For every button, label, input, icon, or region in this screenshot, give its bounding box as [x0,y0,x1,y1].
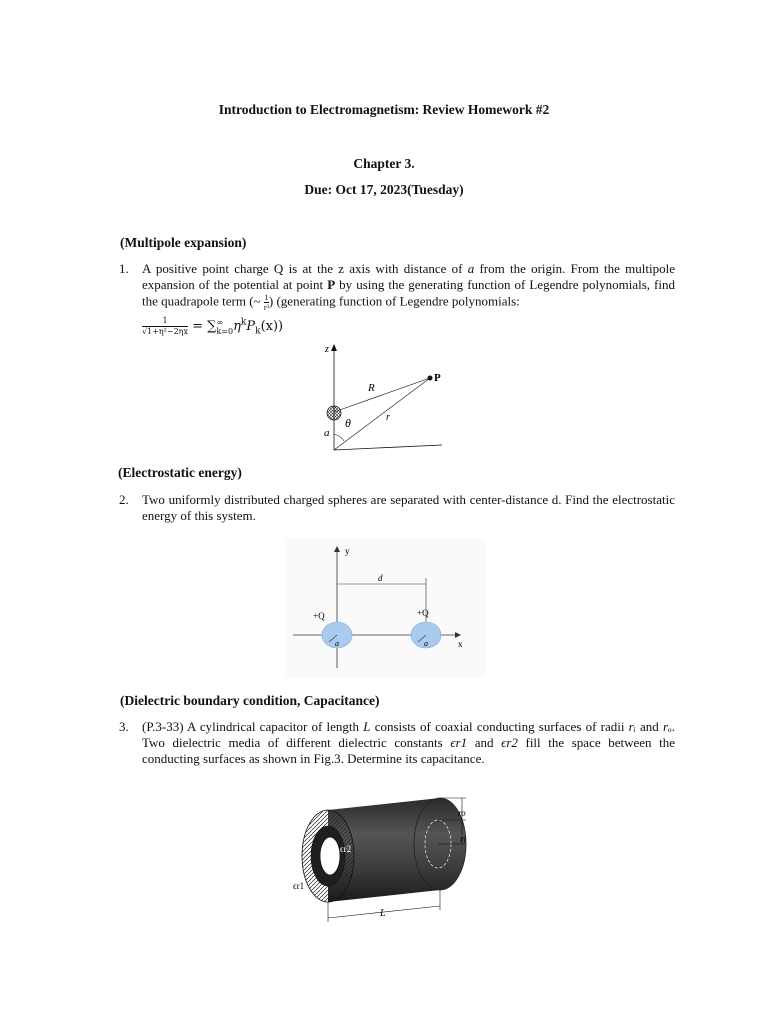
fig2-charge-1: +Q [313,611,325,621]
fig2-radius-label-1: a [335,639,339,648]
fig3-er2-label: ϵr2 [340,844,352,854]
problem-number-1: 1. [119,261,129,276]
fig3-L-label: L [380,908,386,919]
point-charge-icon [327,406,341,420]
generating-function-formula: $\frac{1}{\text{√1+η²−2ηx}}$ = ∑ ∞ k=0 $\eta^kP_k(x)$) [142,316,284,337]
section-heading-multipole: (Multipole expansion) [120,235,247,250]
r-line [334,378,430,450]
fig3-ri-label: ri [460,834,467,844]
fig2-x-label: x [458,639,463,649]
R-line [334,378,430,412]
chapter-label: Chapter 3. [353,156,415,171]
fig2-background [285,538,485,678]
fig2-y-label: y [345,546,350,556]
fig2-radius-label-2: a [424,639,428,648]
fig1-z-label: z [325,344,329,355]
fig1-theta-label: θ [345,416,351,430]
section-heading-electrostatic: (Electrostatic energy) [118,465,242,480]
inner-conductor-hole [320,837,340,875]
fig1-P-label: P [434,372,441,384]
fig1-r-label: r [386,412,390,423]
fig2-d-label: d [378,573,383,583]
problem-3-text: (P.3-33) A cylindrical capacitor of length L consists of coaxial conducting surfaces of radii rᵢ and rₒ. Two dielectric media of different dielectric constants ϵr1 and ϵr2 fill the space between the conducting surfaces as shown in Fig.3. Determine its capacitance. [142,719,675,766]
fig3-ro-label: ro [458,808,466,818]
theta-arc [334,434,344,441]
fig3-er1-label: ϵr1 [293,881,305,891]
problem-number-3: 3. [119,719,129,734]
due-date: Due: Oct 17, 2023(Tuesday) [304,182,464,197]
problem-number-2: 2. [119,492,129,507]
point-P-dot [428,376,433,381]
problem-1-text: A positive point charge Q is at the z axis with distance of a from the origin. From the multipole expansion of the potential at point P by using the generating function of Legendre polynomials, find the quadrapole term (~ $\frac{1}{\text{r³}}$ ) (generating function of Legendre polynomials: [142,261,676,312]
fig1-a-label: a [324,427,330,439]
figure-cylindrical-capacitor [288,790,483,930]
section-heading-dielectric: (Dielectric boundary condition, Capacitance) [120,693,380,708]
fig2-charge-2: +Q [417,608,429,618]
document-title: Introduction to Electromagnetism: Review Homework #2 [218,102,550,117]
problem-2-text: Two uniformly distributed charged spheres are separated with center-distance d. Find the electrostatic energy of this system. [142,492,675,523]
figure-two-spheres [285,538,485,678]
z-axis-arrow [331,344,337,351]
figure-point-charge [310,340,450,455]
fig1-R-label: R [368,382,375,394]
x-axis [334,445,442,450]
